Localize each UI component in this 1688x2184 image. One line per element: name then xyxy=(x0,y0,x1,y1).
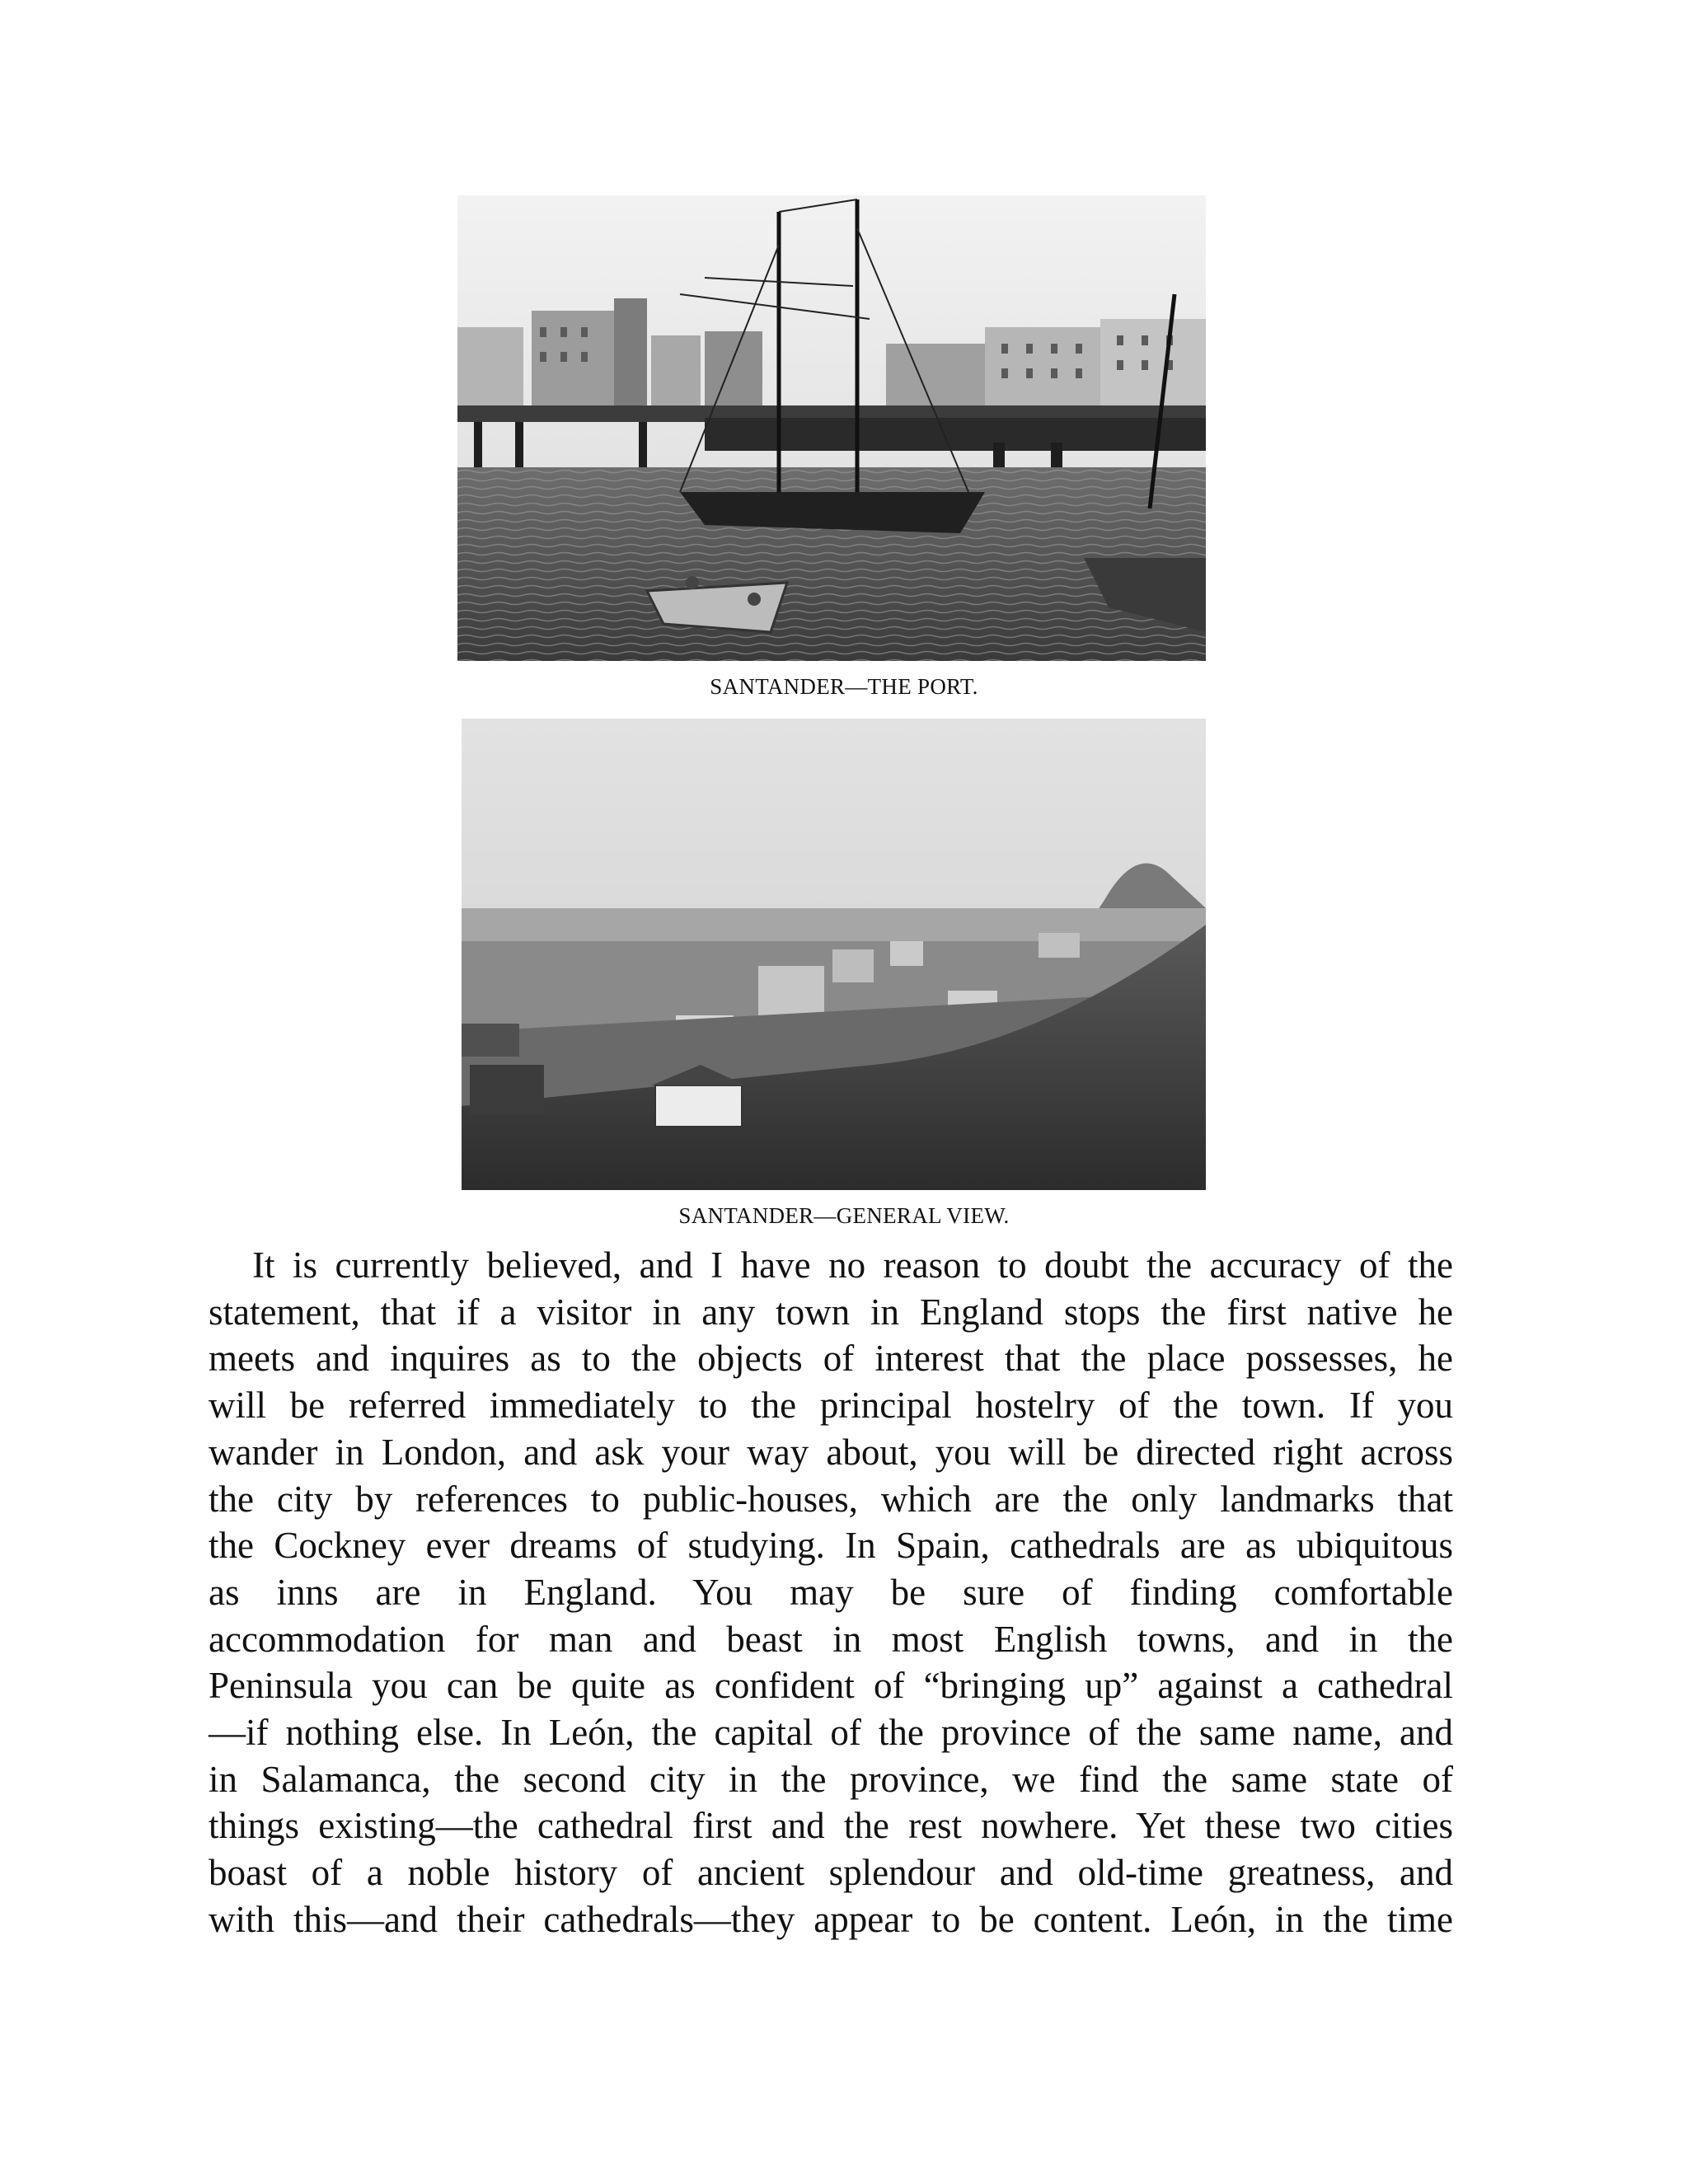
text-line: It is currently believed, and I have no reason to doubt the accuracy of the xyxy=(252,1244,1453,1286)
text-line: in Salamanca, the second city in the province, we find the same state of xyxy=(209,1758,1453,1800)
text-line: boast of a noble history of ancient splendour and old-time greatness, and xyxy=(209,1852,1453,1894)
text-line: accommodation for man and beast in most English towns, and in the xyxy=(209,1618,1453,1660)
text-line: wander in London, and ask your way about, you will be directed right across xyxy=(209,1431,1453,1473)
text-line: will be referred immediately to the principal hostelry of the town. If you xyxy=(209,1385,1453,1427)
figure-caption-port: SANTANDER—THE PORT. xyxy=(710,674,978,699)
body-paragraph xyxy=(209,1242,1453,1943)
text-line: statement, that if a visitor in any town in England stops the first native he xyxy=(209,1291,1453,1333)
text-line: meets and inquires as to the objects of interest that the place possesses, he xyxy=(209,1338,1453,1380)
text-line: the city by references to public-houses, which are the only landmarks that xyxy=(209,1478,1453,1520)
text-line: with this—and their cathedrals—they appear to be content. León, in the time xyxy=(209,1898,1453,1940)
text-line: the Cockney ever dreams of studying. In Spain, cathedrals are as ubiquitous xyxy=(209,1525,1453,1567)
text-line: as inns are in England. You may be sure of finding comfortable xyxy=(209,1571,1453,1613)
photo-santander-general-view xyxy=(462,719,1206,1190)
text-line: —if nothing else. In León, the capital of the province of the same name, and xyxy=(209,1712,1453,1754)
text-line: things existing—the cathedral first and the rest nowhere. Yet these two cities xyxy=(209,1805,1453,1847)
photo-santander-port xyxy=(457,195,1206,661)
text-line: Peninsula you can be quite as confident of “bringing up” against a cathedral xyxy=(209,1665,1453,1707)
figure-caption-general-view: SANTANDER—GENERAL VIEW. xyxy=(678,1203,1010,1228)
